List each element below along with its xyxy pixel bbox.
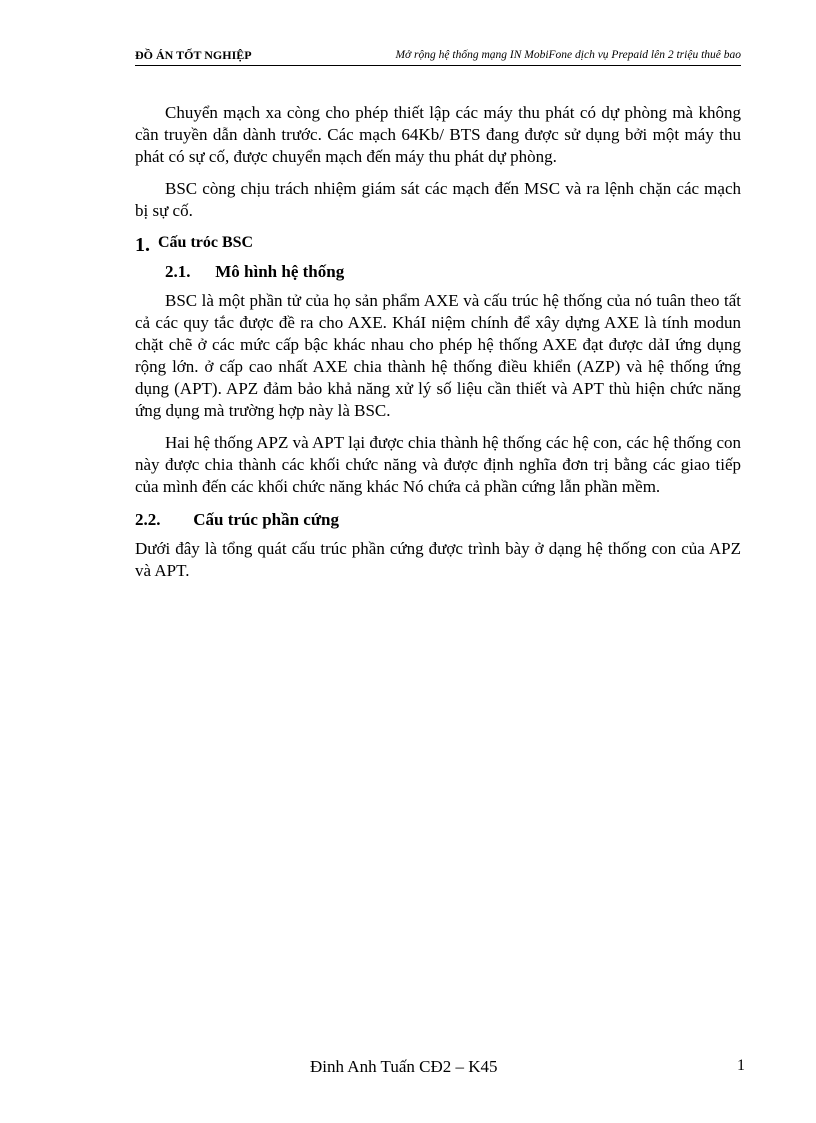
page-number: 1	[737, 1057, 745, 1074]
paragraph-hardware-overview: Dưới đây là tổng quát cấu trúc phần cứng được trình bày ở dạng hệ thống con của APZ và APT.	[135, 539, 741, 580]
subsection-number: 2.1.	[165, 262, 191, 281]
header-document-type: ĐỒ ÁN TỐT NGHIỆP	[135, 48, 252, 62]
subsection-number: 2.2.	[135, 510, 161, 529]
page-header	[135, 48, 741, 66]
subsection-title: Cấu trúc phần cứng	[193, 510, 340, 529]
paragraph-apz-apt-subsystems: Hai hệ thống APZ và APT lại được chia thành hệ thống các hệ con, các hệ thống con này được chia thành các khối chức năng và được định nghĩa đơn trị bằng các giao tiếp của mình đến các khối chức năng khác Nó chứa cả phần cứng lẫn phần mềm.	[135, 433, 741, 496]
section-heading-bsc-structure	[135, 232, 741, 256]
paragraph-remote-switching: Chuyển mạch xa còng cho phép thiết lập các máy thu phát có dự phòng mà không cần truyền dẫn dành trước. Các mạch 64Kb/ BTS đang được sử dụng bởi một máy thu phát có sự cố, được chuyển mạch đến máy thu phát dự phòng.	[135, 103, 741, 166]
subsection-heading-system-model	[165, 260, 741, 284]
footer-author: Đinh Anh Tuấn CĐ2 – K45	[310, 1057, 498, 1076]
section-number: 1.	[135, 234, 150, 256]
subsection-heading-hardware-structure	[135, 508, 741, 532]
subsection-title: Mô hình hệ thống	[215, 262, 345, 281]
page-content	[135, 102, 741, 592]
section-title: Cấu tróc BSC	[158, 234, 254, 251]
paragraph-bsc-monitoring: BSC còng chịu trách nhiệm giám sát các mạch đến MSC và ra lệnh chặn các mạch bị sự cố.	[135, 179, 741, 220]
header-document-title: Mở rộng hệ thống mạng IN MobiFone dịch vụ Prepaid lên 2 triệu thuê bao	[395, 49, 741, 61]
page-footer	[0, 1057, 816, 1077]
paragraph-axe-family: BSC là một phần tử của họ sản phẩm AXE và cấu trúc hệ thống của nó tuân theo tất cả các quy tắc được đề ra cho AXE. KháI niệm chính để xây dựng AXE là tính modun chặt chẽ ở các mức cấp bậc khác nhau cho phép hệ thống AXE đạt được dảI ứng dụng rộng lớn. ở cấp cao nhất AXE chia thành hệ thống điều khiển (AZP) và hệ thống ứng dụng (APT). APZ đảm bảo khả năng xử lý số liệu cần thiết và APT thù hiện chức năng ứng dụng mà trường hợp này là BSC.	[135, 291, 741, 420]
